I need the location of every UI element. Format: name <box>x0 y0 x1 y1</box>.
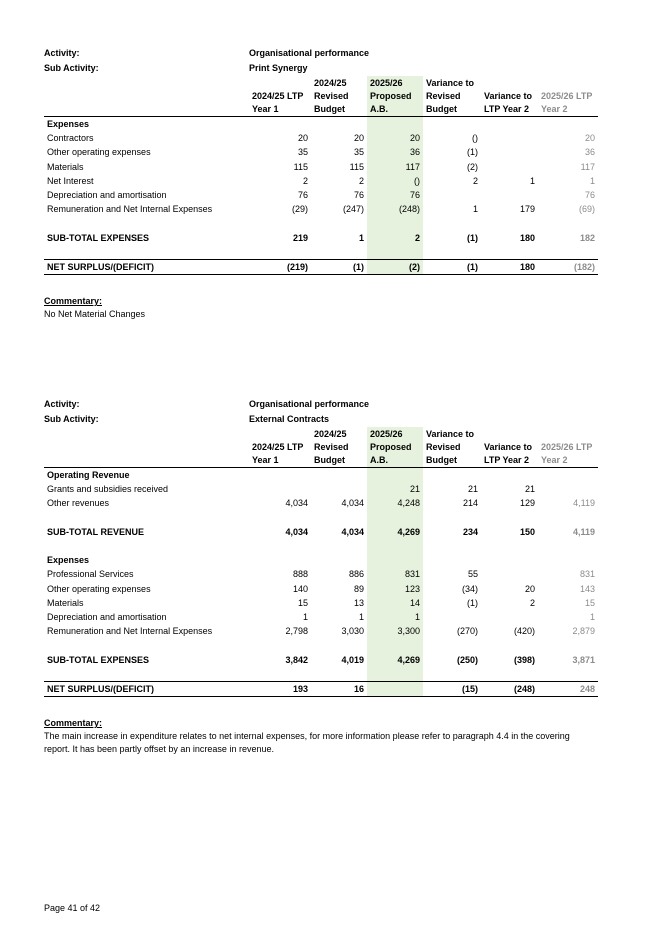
cell-value <box>423 468 481 483</box>
cell-value <box>311 216 367 230</box>
cell-value: 15 <box>584 597 595 608</box>
cell-value: (182) <box>538 260 598 275</box>
cell-value: 36 <box>367 145 423 159</box>
table-row <box>44 582 598 596</box>
cell-value: (219) <box>249 260 311 275</box>
cell-value: (34) <box>461 583 478 594</box>
cell-value: 4,019 <box>341 654 364 665</box>
row-label: Other operating expenses <box>47 583 151 594</box>
sub-activity-row <box>44 61 598 76</box>
total-row <box>44 653 598 667</box>
cell-value: 115 <box>349 161 364 172</box>
cell-value: 2,798 <box>285 626 308 637</box>
total-row <box>44 525 598 539</box>
table-row <box>44 188 598 202</box>
cell-value <box>423 245 481 260</box>
heading-row <box>44 468 598 483</box>
cell-value <box>367 216 423 230</box>
cell-value: (15) <box>423 681 481 696</box>
cell-value <box>249 468 311 483</box>
column-header: 2024/25 LTP Year 1 <box>249 76 311 117</box>
cell-value: (420) <box>513 626 535 637</box>
cell-value <box>311 667 367 682</box>
row-label: Other revenues <box>47 498 110 509</box>
cell-value: (1) <box>423 260 481 275</box>
cell-value: 1 <box>367 610 423 624</box>
budget-table <box>44 76 598 275</box>
spacer-row <box>44 638 598 652</box>
cell-value <box>481 511 538 525</box>
cell-value <box>367 539 423 553</box>
cell-value: 76 <box>367 188 423 202</box>
commentary <box>44 295 598 321</box>
cell-value: 20 <box>367 131 423 145</box>
cell-value: 234 <box>462 526 478 537</box>
cell-value: 20 <box>524 583 535 594</box>
column-header: 2025/26 Proposed A.B. <box>367 76 423 117</box>
cell-value <box>481 131 538 145</box>
cell-value: 20 <box>297 133 308 144</box>
cell-value <box>538 539 598 553</box>
sub-activity-value: Print Synergy <box>249 63 308 73</box>
row-label: NET SURPLUS/(DEFICIT) <box>44 260 249 275</box>
cell-value: 35 <box>353 147 364 158</box>
cell-value: 1 <box>589 175 595 186</box>
cell-value <box>423 188 481 202</box>
activity-label: Activity: <box>44 399 80 409</box>
cell-value: 4,119 <box>572 526 595 537</box>
row-label: Contractors <box>47 133 94 144</box>
cell-value: () <box>472 133 478 144</box>
cell-value <box>311 245 367 260</box>
cell-value: 20 <box>584 133 595 144</box>
cell-value <box>249 667 311 682</box>
cell-value <box>311 539 367 553</box>
page-number: Page 41 of 42 <box>44 903 101 913</box>
cell-value: (1) <box>467 232 478 243</box>
commentary-text: report. It has been partly offset by an increase in revenue. <box>44 744 274 755</box>
cell-value: 140 <box>292 583 308 594</box>
cell-value: (398) <box>513 654 535 665</box>
spacer-row <box>44 245 598 260</box>
cell-value <box>481 539 538 553</box>
cell-value <box>311 117 367 132</box>
sub-activity-value: External Contracts <box>249 414 330 424</box>
cell-value: () <box>367 174 423 188</box>
row-label: Professional Services <box>47 569 134 580</box>
cell-value: 150 <box>519 526 535 537</box>
row-label <box>44 245 249 260</box>
cell-value <box>249 539 311 553</box>
row-label <box>44 667 249 682</box>
cell-value <box>249 245 311 260</box>
row-label: Expenses <box>47 555 90 566</box>
column-header: Variance to Revised Budget <box>423 76 481 117</box>
cell-value: (1) <box>311 260 367 275</box>
cell-value: 20 <box>353 133 364 144</box>
row-label: Expenses <box>47 119 90 129</box>
cell-value: 36 <box>584 147 595 158</box>
column-header: 2025/26 Proposed A.B. <box>367 427 423 468</box>
row-label: SUB-TOTAL EXPENSES <box>47 654 150 665</box>
cell-value <box>367 245 423 260</box>
cell-value <box>538 638 598 652</box>
row-label: Net Interest <box>47 175 94 186</box>
column-header <box>44 427 249 468</box>
cell-value: 76 <box>297 190 308 201</box>
spacer-row <box>44 511 598 525</box>
row-label: Grants and subsidies received <box>47 484 169 495</box>
row-label: Materials <box>47 597 84 608</box>
cell-value: 1 <box>358 232 364 243</box>
cell-value: (248) <box>481 681 538 696</box>
cell-value <box>311 638 367 652</box>
cell-value: 1 <box>302 612 308 622</box>
cell-value: 1 <box>589 612 595 622</box>
activity-value: Organisational performance <box>249 48 370 58</box>
cell-value <box>538 667 598 682</box>
cell-value: (250) <box>456 654 478 665</box>
cell-value: 180 <box>519 232 535 243</box>
cell-value <box>481 468 538 483</box>
cell-value <box>367 553 423 567</box>
cell-value: 2 <box>358 175 364 186</box>
cell-value: 76 <box>584 190 595 201</box>
column-header: 2024/25 Revised Budget <box>311 76 367 117</box>
cell-value: 2 <box>367 231 423 245</box>
cell-value: 35 <box>297 147 308 158</box>
cell-value: 4,034 <box>285 526 308 537</box>
cell-value: 123 <box>367 582 423 596</box>
commentary-text: The main increase in expenditure relates to net internal expenses, for more information please refer to paragraph 4.4 in the covering <box>44 731 570 742</box>
cell-value: 831 <box>579 569 595 580</box>
cell-value <box>481 245 538 260</box>
cell-value: 115 <box>293 161 308 172</box>
table-row <box>44 624 598 638</box>
cell-value: 2,879 <box>572 626 595 637</box>
cell-value <box>423 117 481 132</box>
column-header: 2025/26 LTP Year 2 <box>538 427 598 468</box>
cell-value: (270) <box>456 626 478 637</box>
cell-value <box>481 610 538 624</box>
cell-value <box>481 667 538 682</box>
cell-value: 15 <box>297 597 308 608</box>
cell-value <box>423 553 481 567</box>
cell-value: 182 <box>579 232 595 243</box>
cell-value <box>311 468 367 483</box>
cell-value: 55 <box>467 569 478 580</box>
commentary-text: No Net Material Changes <box>44 309 146 320</box>
cell-value <box>249 482 311 496</box>
table-row <box>44 567 598 581</box>
cell-value: (2) <box>467 161 478 172</box>
cell-value: 219 <box>292 232 308 243</box>
row-label <box>44 511 249 525</box>
column-header: Variance to Revised Budget <box>423 427 481 468</box>
cell-value: 117 <box>580 161 595 172</box>
row-label: Materials <box>47 161 84 172</box>
table-row <box>44 202 598 216</box>
cell-value: 2 <box>302 175 308 186</box>
cell-value: 21 <box>467 484 478 495</box>
spacer-row <box>44 539 598 553</box>
cell-value: 1 <box>472 204 478 215</box>
cell-value <box>481 145 538 159</box>
column-header: Variance to LTP Year 2 <box>481 427 538 468</box>
table-row <box>44 482 598 496</box>
spacer-row <box>44 667 598 682</box>
cell-value <box>481 117 538 132</box>
row-label: Depreciation and amortisation <box>47 190 167 201</box>
cell-value: (1) <box>467 597 478 608</box>
row-label: SUB-TOTAL REVENUE <box>47 526 145 537</box>
cell-value <box>423 511 481 525</box>
cell-value <box>249 553 311 567</box>
net-row <box>44 681 598 696</box>
header-row <box>44 427 598 468</box>
cell-value <box>538 216 598 230</box>
row-label: NET SURPLUS/(DEFICIT) <box>44 681 249 696</box>
cell-value: 4,269 <box>367 653 423 667</box>
cell-value: 14 <box>367 596 423 610</box>
cell-value <box>538 553 598 567</box>
commentary-title: Commentary: <box>44 718 103 729</box>
heading-row <box>44 553 598 567</box>
activity-label: Activity: <box>44 48 80 58</box>
cell-value: 1 <box>529 175 535 186</box>
cell-value <box>367 511 423 525</box>
cell-value <box>249 511 311 525</box>
cell-value: 4,119 <box>573 498 595 509</box>
row-label: SUB-TOTAL EXPENSES <box>47 232 150 243</box>
cell-value: 89 <box>353 583 364 594</box>
cell-value: (29) <box>291 204 308 215</box>
cell-value <box>423 539 481 553</box>
table-row <box>44 496 598 510</box>
row-label: Remuneration and Net Internal Expenses <box>47 626 213 637</box>
row-label: Operating Revenue <box>47 470 130 480</box>
cell-value: 193 <box>249 681 311 696</box>
cell-value: 16 <box>311 681 367 696</box>
cell-value <box>311 482 367 496</box>
table-row <box>44 596 598 610</box>
cell-value <box>481 567 538 581</box>
cell-value: 1 <box>358 612 364 622</box>
header-row <box>44 76 598 117</box>
cell-value: 179 <box>519 204 535 215</box>
table-row <box>44 145 598 159</box>
row-label <box>44 638 249 652</box>
table-row <box>44 160 598 174</box>
column-header: 2024/25 Revised Budget <box>311 427 367 468</box>
cell-value <box>311 511 367 525</box>
cell-value <box>538 468 598 483</box>
cell-value: 13 <box>353 597 364 608</box>
cell-value: 180 <box>481 260 538 275</box>
cell-value: 21 <box>524 484 535 495</box>
cell-value: 76 <box>353 190 364 201</box>
column-header: Variance to LTP Year 2 <box>481 76 538 117</box>
cell-value: (247) <box>342 204 364 215</box>
cell-value <box>367 638 423 652</box>
cell-value <box>481 188 538 202</box>
budget-table <box>44 427 598 697</box>
table-row <box>44 174 598 188</box>
cell-value: 4,034 <box>341 498 364 509</box>
net-row <box>44 260 598 275</box>
cell-value <box>367 681 423 696</box>
activity-value: Organisational performance <box>249 399 370 409</box>
cell-value <box>249 117 311 132</box>
cell-value: 831 <box>367 567 423 581</box>
cell-value <box>249 638 311 652</box>
cell-value: 117 <box>367 160 423 174</box>
cell-value: 2 <box>529 597 535 608</box>
cell-value: 3,030 <box>341 626 364 637</box>
cell-value <box>423 667 481 682</box>
cell-value: (2) <box>367 260 423 275</box>
cell-value <box>367 468 423 483</box>
cell-value <box>249 216 311 230</box>
cell-value <box>538 482 598 496</box>
section-print-synergy <box>44 46 598 321</box>
cell-value <box>538 117 598 132</box>
table-row <box>44 131 598 145</box>
cell-value: 143 <box>579 583 595 594</box>
cell-value <box>423 610 481 624</box>
cell-value <box>538 511 598 525</box>
cell-value <box>367 667 423 682</box>
cell-value: 4,248 <box>367 496 423 510</box>
spacer-row <box>44 216 598 230</box>
cell-value <box>423 216 481 230</box>
section-external-contracts <box>44 397 598 756</box>
activity-row <box>44 397 598 412</box>
total-row <box>44 231 598 245</box>
cell-value: (1) <box>467 147 478 158</box>
cell-value <box>423 638 481 652</box>
heading-row <box>44 117 598 132</box>
cell-value: 129 <box>519 498 535 509</box>
activity-row <box>44 46 598 61</box>
commentary-title: Commentary: <box>44 296 103 307</box>
cell-value: 248 <box>538 681 598 696</box>
cell-value <box>481 553 538 567</box>
cell-value: 4,034 <box>285 498 308 509</box>
column-header: 2025/26 LTP Year 2 <box>538 76 598 117</box>
cell-value: (248) <box>367 202 423 216</box>
cell-value <box>481 638 538 652</box>
cell-value: 21 <box>367 482 423 496</box>
cell-value: 888 <box>292 569 308 580</box>
cell-value: 3,871 <box>572 654 595 665</box>
cell-value: 214 <box>462 498 478 509</box>
sub-activity-label: Sub Activity: <box>44 63 99 73</box>
cell-value <box>538 245 598 260</box>
cell-value: (69) <box>578 204 595 215</box>
cell-value <box>311 553 367 567</box>
cell-value: 2 <box>472 175 478 186</box>
sub-activity-label: Sub Activity: <box>44 414 99 424</box>
cell-value <box>481 216 538 230</box>
row-label <box>44 216 249 230</box>
cell-value: 4,034 <box>341 526 364 537</box>
column-header <box>44 76 249 117</box>
sub-activity-row <box>44 412 598 427</box>
cell-value <box>481 160 538 174</box>
column-header: 2024/25 LTP Year 1 <box>249 427 311 468</box>
cell-value: 886 <box>348 569 364 580</box>
row-label <box>44 539 249 553</box>
row-label: Remuneration and Net Internal Expenses <box>47 204 213 215</box>
cell-value: 3,300 <box>367 624 423 638</box>
row-label: Other operating expenses <box>47 147 151 158</box>
cell-value: 4,269 <box>367 525 423 539</box>
table-row <box>44 610 598 624</box>
commentary <box>44 717 598 756</box>
cell-value: 3,842 <box>285 654 308 665</box>
row-label: Depreciation and amortisation <box>47 612 167 622</box>
cell-value <box>367 117 423 132</box>
